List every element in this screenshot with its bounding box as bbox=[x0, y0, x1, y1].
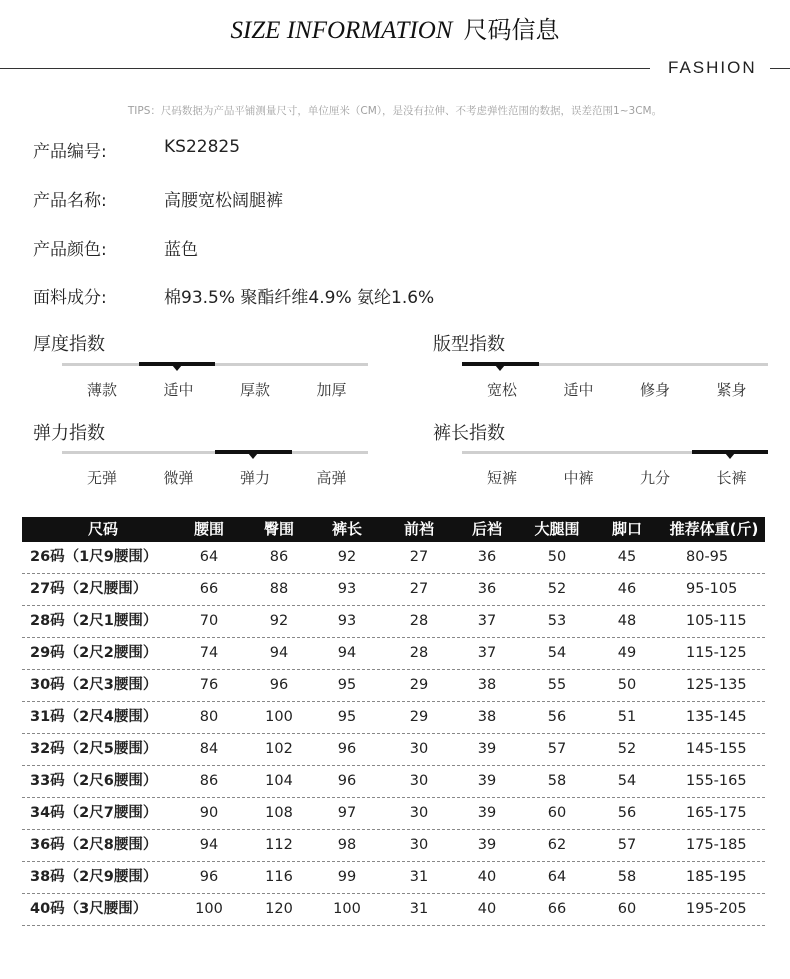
scale-indicator-arrow bbox=[172, 365, 182, 371]
size-cell: 32码（2尺5腰围） bbox=[30, 741, 158, 757]
value-cell: 94 bbox=[269, 645, 289, 661]
value-cell: 96 bbox=[337, 741, 357, 757]
table-body bbox=[22, 542, 765, 926]
size-cell: 26码（1尺9腰围） bbox=[30, 549, 158, 565]
value-cell: 120 bbox=[265, 901, 293, 917]
value-cell: 175-185 bbox=[686, 837, 747, 853]
value-cell: 115-125 bbox=[686, 645, 747, 661]
info-label: 产品名称: bbox=[33, 191, 107, 211]
scale-option-label: 修身 bbox=[639, 381, 670, 399]
title-chinese: 尺码信息 bbox=[463, 16, 560, 44]
size-cell: 33码（2尺6腰围） bbox=[30, 773, 158, 789]
value-cell: 27 bbox=[409, 581, 429, 597]
value-cell: 98 bbox=[337, 837, 357, 853]
column-header: 臀围 bbox=[263, 520, 294, 538]
value-cell: 30 bbox=[409, 837, 429, 853]
value-cell: 93 bbox=[337, 613, 357, 629]
value-cell: 155-165 bbox=[686, 773, 747, 789]
value-cell: 195-205 bbox=[686, 901, 747, 917]
scale-option-label: 中裤 bbox=[563, 469, 594, 487]
column-header: 脚口 bbox=[611, 520, 642, 538]
value-cell: 30 bbox=[409, 741, 429, 757]
value-cell: 60 bbox=[547, 805, 567, 821]
value-cell: 57 bbox=[617, 837, 637, 853]
scale-option-label: 薄款 bbox=[86, 381, 117, 399]
fashion-label: FASHION bbox=[668, 58, 757, 77]
value-cell: 92 bbox=[269, 613, 289, 629]
value-cell: 96 bbox=[269, 677, 289, 693]
value-cell: 36 bbox=[477, 581, 497, 597]
column-header: 大腿围 bbox=[534, 520, 580, 538]
column-header: 后裆 bbox=[471, 520, 502, 538]
value-cell: 95 bbox=[337, 677, 357, 693]
value-cell: 86 bbox=[269, 549, 289, 565]
value-cell: 100 bbox=[265, 709, 293, 725]
size-cell: 28码（2尺1腰围） bbox=[30, 613, 158, 629]
info-value: 蓝色 bbox=[164, 240, 198, 260]
value-cell: 93 bbox=[337, 581, 357, 597]
value-cell: 39 bbox=[477, 773, 497, 789]
value-cell: 94 bbox=[337, 645, 357, 661]
table-row bbox=[22, 894, 765, 926]
value-cell: 102 bbox=[265, 741, 293, 757]
length-scale bbox=[462, 451, 768, 487]
scale-option-label: 长裤 bbox=[716, 469, 747, 487]
length-index-title: 裤长指数 bbox=[433, 423, 505, 444]
value-cell: 57 bbox=[547, 741, 567, 757]
scale-option-label: 适中 bbox=[563, 381, 594, 399]
fit-index-title: 版型指数 bbox=[433, 334, 505, 355]
scale-option-label: 适中 bbox=[163, 381, 194, 399]
size-cell: 40码（3尺腰围） bbox=[30, 901, 148, 917]
value-cell: 28 bbox=[409, 613, 429, 629]
size-cell: 36码（2尺8腰围） bbox=[30, 837, 158, 853]
size-cell: 31码（2尺4腰围） bbox=[30, 709, 158, 725]
value-cell: 31 bbox=[409, 869, 429, 885]
value-cell: 29 bbox=[409, 709, 429, 725]
value-cell: 112 bbox=[265, 837, 293, 853]
value-cell: 55 bbox=[547, 677, 567, 693]
value-cell: 185-195 bbox=[686, 869, 747, 885]
scale-indicator-arrow bbox=[248, 453, 258, 459]
value-cell: 52 bbox=[617, 741, 637, 757]
info-value: KS22825 bbox=[164, 137, 241, 157]
value-cell: 54 bbox=[617, 773, 637, 789]
table-row bbox=[22, 638, 765, 670]
value-cell: 39 bbox=[477, 741, 497, 757]
info-label: 面料成分: bbox=[33, 288, 107, 308]
scale-option-label: 宽松 bbox=[486, 381, 517, 399]
table-row bbox=[22, 542, 765, 574]
elasticity-scale bbox=[62, 451, 368, 487]
scale-option-label: 厚款 bbox=[239, 381, 270, 399]
scale-option-label: 短裤 bbox=[486, 469, 517, 487]
value-cell: 108 bbox=[265, 805, 293, 821]
column-header: 尺码 bbox=[87, 520, 118, 538]
value-cell: 46 bbox=[617, 581, 637, 597]
value-cell: 39 bbox=[477, 837, 497, 853]
value-cell: 97 bbox=[337, 805, 357, 821]
header-divider-right bbox=[770, 68, 790, 69]
value-cell: 88 bbox=[269, 581, 289, 597]
value-cell: 66 bbox=[547, 901, 567, 917]
table-row bbox=[22, 862, 765, 894]
table-row bbox=[22, 574, 765, 606]
value-cell: 84 bbox=[199, 741, 219, 757]
value-cell: 58 bbox=[547, 773, 567, 789]
value-cell: 92 bbox=[337, 549, 357, 565]
value-cell: 27 bbox=[409, 549, 429, 565]
value-cell: 145-155 bbox=[686, 741, 747, 757]
info-value: 高腰宽松阔腿裤 bbox=[164, 191, 283, 211]
value-cell: 48 bbox=[617, 613, 637, 629]
value-cell: 38 bbox=[477, 709, 497, 725]
scale-indicator-arrow bbox=[725, 453, 735, 459]
table-row bbox=[22, 734, 765, 766]
size-cell: 34码（2尺7腰围） bbox=[30, 805, 158, 821]
value-cell: 30 bbox=[409, 773, 429, 789]
value-cell: 105-115 bbox=[686, 613, 747, 629]
table-row bbox=[22, 798, 765, 830]
size-cell: 38码（2尺9腰围） bbox=[30, 869, 158, 885]
title-english: SIZE INFORMATION bbox=[230, 17, 453, 44]
value-cell: 95 bbox=[337, 709, 357, 725]
value-cell: 37 bbox=[477, 645, 497, 661]
value-cell: 28 bbox=[409, 645, 429, 661]
value-cell: 58 bbox=[617, 869, 637, 885]
value-cell: 100 bbox=[333, 901, 361, 917]
scale-option-label: 紧身 bbox=[716, 381, 747, 399]
scale-option-label: 高弹 bbox=[316, 469, 347, 487]
table-row bbox=[22, 830, 765, 862]
value-cell: 30 bbox=[409, 805, 429, 821]
value-cell: 60 bbox=[617, 901, 637, 917]
page-title bbox=[0, 10, 790, 45]
value-cell: 74 bbox=[199, 645, 219, 661]
value-cell: 40 bbox=[477, 901, 497, 917]
table-row bbox=[22, 766, 765, 798]
table-row bbox=[22, 606, 765, 638]
value-cell: 38 bbox=[477, 677, 497, 693]
size-cell: 29码（2尺2腰围） bbox=[30, 645, 158, 661]
column-header: 推荐体重(斤) bbox=[669, 520, 759, 538]
value-cell: 116 bbox=[265, 869, 293, 885]
scale-option-label: 微弹 bbox=[163, 469, 194, 487]
value-cell: 94 bbox=[199, 837, 219, 853]
value-cell: 99 bbox=[337, 869, 357, 885]
size-table bbox=[22, 517, 765, 926]
value-cell: 86 bbox=[199, 773, 219, 789]
value-cell: 95-105 bbox=[686, 581, 738, 597]
size-cell: 27码（2尺腰围） bbox=[30, 581, 148, 597]
value-cell: 51 bbox=[617, 709, 637, 725]
size-cell: 30码（2尺3腰围） bbox=[30, 677, 158, 693]
scale-indicator-arrow bbox=[495, 365, 505, 371]
value-cell: 50 bbox=[617, 677, 637, 693]
value-cell: 40 bbox=[477, 869, 497, 885]
value-cell: 165-175 bbox=[686, 805, 747, 821]
scale-track bbox=[62, 363, 368, 366]
value-cell: 76 bbox=[199, 677, 219, 693]
value-cell: 80-95 bbox=[686, 549, 729, 565]
value-cell: 135-145 bbox=[686, 709, 747, 725]
table-row bbox=[22, 702, 765, 734]
column-header: 前裆 bbox=[403, 520, 434, 538]
elasticity-index-title: 弹力指数 bbox=[33, 423, 105, 444]
value-cell: 125-135 bbox=[686, 677, 747, 693]
thickness-index-title: 厚度指数 bbox=[33, 334, 105, 355]
value-cell: 31 bbox=[409, 901, 429, 917]
value-cell: 104 bbox=[265, 773, 293, 789]
value-cell: 90 bbox=[199, 805, 219, 821]
value-cell: 49 bbox=[617, 645, 637, 661]
info-label: 产品编号: bbox=[33, 142, 107, 162]
value-cell: 36 bbox=[477, 549, 497, 565]
scale-option-label: 九分 bbox=[639, 469, 670, 487]
table-row bbox=[22, 670, 765, 702]
table-header bbox=[22, 517, 765, 542]
thickness-scale bbox=[62, 363, 368, 399]
value-cell: 100 bbox=[195, 901, 223, 917]
value-cell: 50 bbox=[547, 549, 567, 565]
value-cell: 70 bbox=[199, 613, 219, 629]
value-cell: 62 bbox=[547, 837, 567, 853]
scale-option-label: 无弹 bbox=[86, 469, 117, 487]
value-cell: 96 bbox=[337, 773, 357, 789]
column-header: 裤长 bbox=[331, 520, 362, 538]
value-cell: 39 bbox=[477, 805, 497, 821]
value-cell: 53 bbox=[547, 613, 567, 629]
column-header: 腰围 bbox=[193, 520, 224, 538]
value-cell: 66 bbox=[199, 581, 219, 597]
info-value: 棉93.5% 聚酯纤维4.9% 氨纶1.6% bbox=[164, 288, 435, 308]
scale-option-label: 加厚 bbox=[316, 381, 347, 399]
scale-option-label: 弹力 bbox=[239, 469, 270, 487]
value-cell: 56 bbox=[547, 709, 567, 725]
info-label: 产品颜色: bbox=[33, 240, 107, 260]
value-cell: 52 bbox=[547, 581, 567, 597]
fit-scale bbox=[462, 363, 768, 399]
value-cell: 56 bbox=[617, 805, 637, 821]
tips-text: TIPS：尺码数据为产品平铺测量尺寸，单位厘米（CM），是没有拉伸、不考虑弹性范围的数据，误差范围1~3CM。 bbox=[127, 105, 663, 117]
value-cell: 64 bbox=[199, 549, 219, 565]
header-divider-left bbox=[0, 68, 650, 69]
value-cell: 45 bbox=[617, 549, 637, 565]
value-cell: 96 bbox=[199, 869, 219, 885]
value-cell: 64 bbox=[547, 869, 567, 885]
value-cell: 54 bbox=[547, 645, 567, 661]
value-cell: 80 bbox=[199, 709, 219, 725]
value-cell: 29 bbox=[409, 677, 429, 693]
value-cell: 37 bbox=[477, 613, 497, 629]
